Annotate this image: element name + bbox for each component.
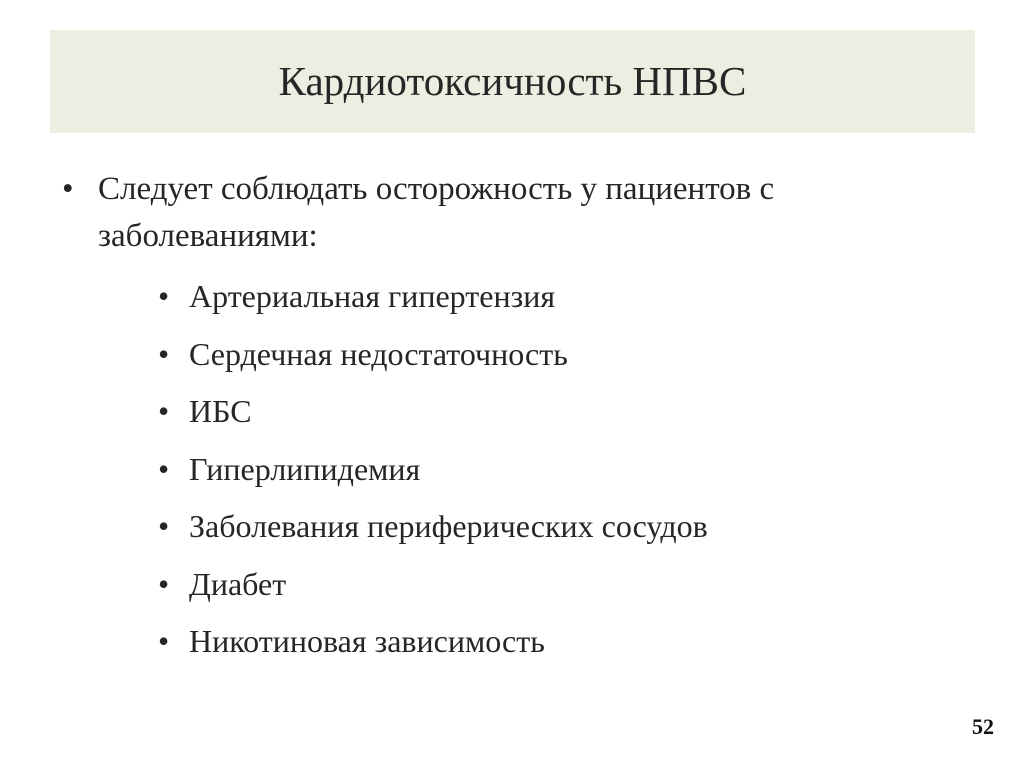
list-item: [158, 502, 918, 560]
condition-diabetes: Диабет: [189, 565, 287, 602]
bullet-dot-icon: •: [158, 450, 170, 487]
bullet-dot-icon: •: [62, 171, 74, 207]
bullet-dot-icon: •: [158, 508, 170, 544]
list-item: [158, 617, 918, 675]
bullet-dot-icon: •: [158, 278, 170, 314]
list-item: [158, 445, 918, 503]
list-item: [158, 560, 918, 618]
list-item: [158, 330, 918, 388]
bullet-dot-icon: •: [158, 335, 170, 372]
list-item: [158, 272, 918, 330]
main-bullet-text: Следует соблюдать осторожность у пациентов с заболеваниями:: [98, 171, 775, 254]
condition-peripheral-vascular-disease: Заболевания периферических сосудов: [189, 508, 708, 544]
title-banner: [50, 30, 975, 133]
bullet-dot-icon: •: [158, 565, 170, 602]
slide-title: Кардиотоксичность НПВС: [278, 58, 747, 104]
bullet-dot-icon: •: [158, 393, 170, 429]
main-bullet: [62, 166, 942, 260]
bullet-dot-icon: •: [158, 623, 170, 659]
condition-ihd: ИБС: [189, 393, 252, 429]
page-number: 52: [972, 714, 994, 739]
condition-hyperlipidemia: Гиперлипидемия: [189, 450, 421, 487]
main-bullet-row: [62, 166, 942, 260]
condition-heart-failure: Сердечная недостаточность: [189, 335, 568, 372]
condition-list: [158, 272, 918, 675]
condition-nicotine-dependence: Никотиновая зависимость: [189, 623, 545, 659]
list-item: [158, 387, 918, 445]
condition-hypertension: Артериальная гипертензия: [189, 278, 556, 314]
